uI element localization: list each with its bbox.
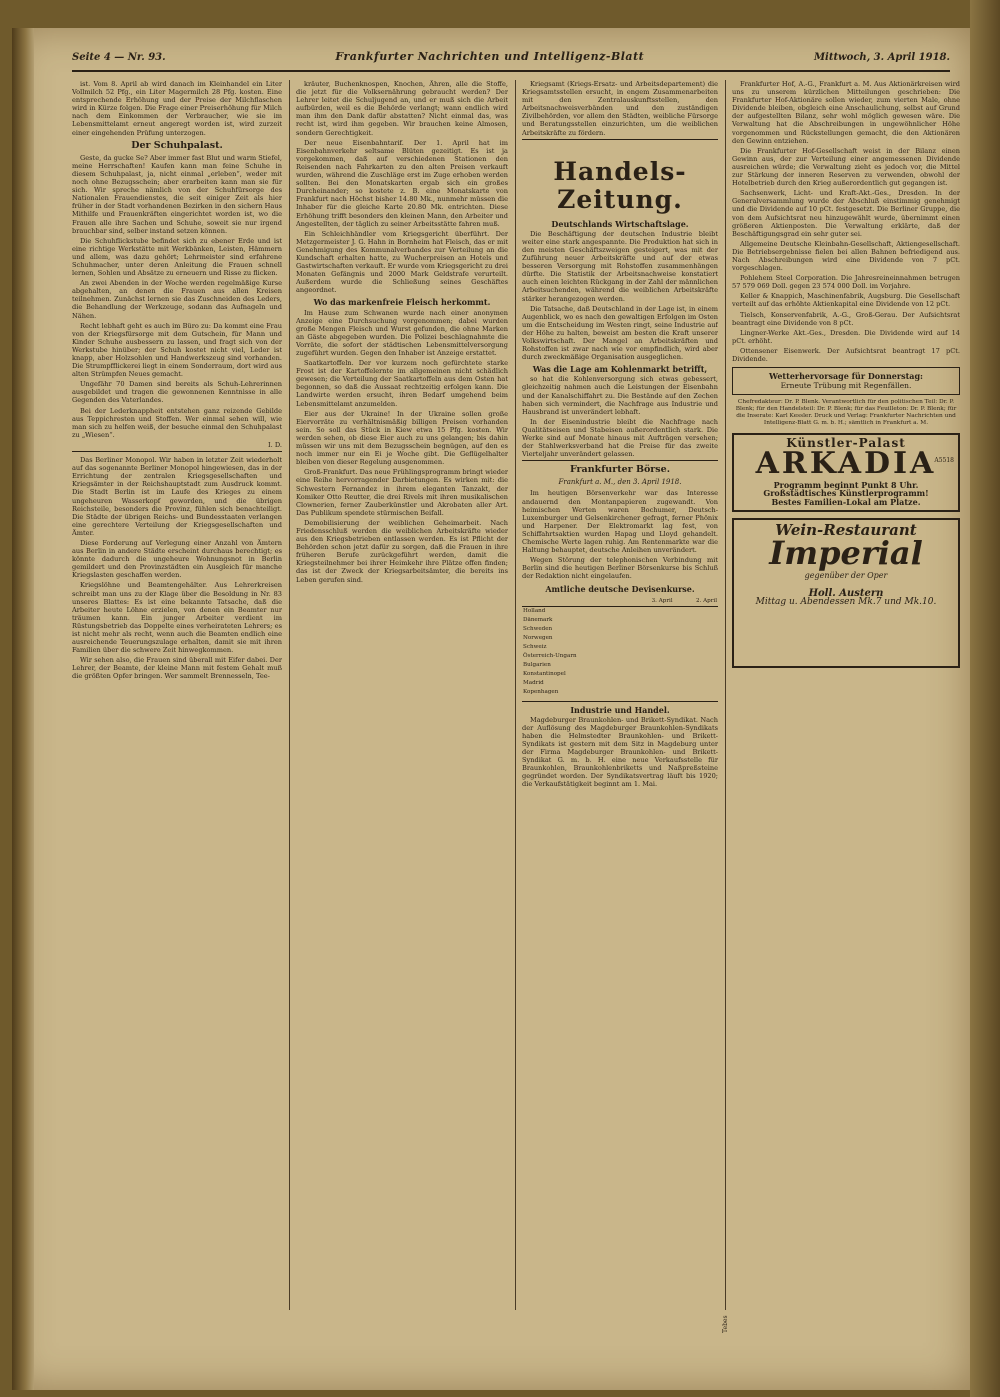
table-cell <box>629 670 673 679</box>
table-cell <box>629 606 673 616</box>
table-header-row <box>522 597 718 607</box>
article-text: Tielsch, Konservenfabrik, A.-G., Groß-Gerau. Der Aufsichtsrat beantragt eine Dividende von 8 pCt. <box>732 310 960 327</box>
article-text: Die Frankfurter Hof-Gesellschaft weist in der Bilanz einen Gewinn aus, der zur Verteilung einer angemessenen Dividende ausreichen würde; die Verwaltung zieht es jedoch vor, die Mittel zur Stärkung der inneren Reserven zu verwenden, obwohl der Hotelbetrieb durch den Krieg außerordentlich gut gegangen ist. <box>732 146 960 188</box>
column-1 <box>72 80 282 1310</box>
article-text: Im heutigen Börsenverkehr war das Interesse andauernd den Montanpapieren zugewandt. Von heimischen Werten waren Bochumer, Deutsch-Luxemburger und Gelsenkirchener gefragt, ferner Phönix und Harpener. Der Elektromarkt lag fest, von Schiffahrtsaktien wurden Hapag und Lloyd gehandelt. Chemische Werte lagen ruhig. Am Rentenmarkte war die Haltung behauptet, deutsche Anleihen unverändert. <box>522 489 718 555</box>
headline-devisenkurse: Amtliche deutsche Devisenkurse. <box>545 583 695 594</box>
column-4 <box>732 80 960 1370</box>
section-rule <box>72 451 282 452</box>
table-cell: Schweden <box>523 625 553 632</box>
column-rule <box>289 80 290 1310</box>
article-text: Magdeburger Braunkohlen- und Brikett-Syndikat. Nach der Auflösung des Magdeburger Braunkohlen-Syndikats haben die Helmstedter Braunkohlen- und Brikett-Syndikats ist gestern mit dem Sitz in Magdeburg unter der Firma Magdeburger Braunkohlen- und Brikett-Syndikat G. m. b. H. eine neue Verkaufsstelle für Braunkohlen, Braunkohlenbriketts und Naßpreßsteine gegründet worden. Der Syndikatsvertrag läuft bis 1920; die Verkaufstätigkeit beginnt am 1. Mai. <box>522 715 718 789</box>
head-rule <box>72 70 950 72</box>
ad-arkadia-line: Programm beginnt Punkt 8 Uhr. <box>773 480 919 491</box>
table-cell <box>674 643 718 652</box>
table-cell <box>674 634 718 643</box>
table-cell: Kopenhagen <box>523 688 559 695</box>
table-row <box>522 634 718 643</box>
adjacent-page-edge <box>970 0 1000 1397</box>
imprint: Chefredakteur: Dr. P. Blenk. Verantwortlich für den politischen Teil: Dr. P. Blenk; für den Handelsteil: Dr. P. Blenk; für das Feuilleton: Dr. P. Blenk; für die Inserate: Karl Kessler. Druck und Verlag: Frankfurter Nachrichten und Intelligenz-Blatt G. m. b. H.; sämtlich in Frankfurt a. M. <box>735 399 957 427</box>
ad-code: A5518 <box>934 457 954 465</box>
ad-arkadia-top: Künstler-Palast <box>786 436 906 451</box>
table-row <box>522 616 718 625</box>
weather-title: Wetterhervorsage für Donnerstag: <box>769 371 923 382</box>
table-header-cell: 3. April <box>629 597 673 607</box>
ad-arkadia-line: Großstädtisches Künstlerprogramm! <box>763 488 929 499</box>
running-head <box>72 50 950 70</box>
column-rule <box>515 80 516 1310</box>
section-rule <box>522 701 718 702</box>
table-header-cell <box>522 597 629 607</box>
article-text: Bei der Lederknappheit entstehen ganz reizende Gebilde aus Teppichresten und Stoffen. Wer einmal sehen will, wie man sich zu helfen weiß, der besuche einmal den Schuhpalast zu „Wiesen“. <box>72 406 282 439</box>
table-cell: Konstantinopel <box>523 670 566 677</box>
page-number: Seite 4 — Nr. 93. <box>72 52 166 63</box>
table-cell: Holland <box>523 607 546 614</box>
table-cell <box>674 679 718 688</box>
article-text: Der neue Eisenbahntarif. Der 1. April hat im Eisenbahnverkehr seltsame Blüten gezeitigt. Es ist ja vorgekommen, daß auf verschiedenen Stationen den Reisenden nach Fahrkarten zu den alten Preisen verkauft wurden, während die Zuschläge erst im Zuge erhoben werden sollten. Bei den Monatskarten ergab sich ein großes Durcheinander; so kostete z. B. eine Monatskarte von Frankfurt nach Höchst bisher 14.80 Mk., nunmehr müssen die Inhaber für die gleiche Karte 20.80 Mk. entrichten. Diese Erhöhung trifft besonders den kleinen Mann, den Arbeiter und Angestellten, der täglich zu seiner Arbeitsstätte fahren muß. <box>296 138 508 228</box>
table-cell <box>629 643 673 652</box>
article-text: Keller & Knappich, Maschinenfabrik, Augsburg. Die Gesellschaft verteilt auf das erhöhte Aktienkapital eine Dividende von 12 pCt. <box>732 292 960 309</box>
article-text: Diese Forderung auf Verlegung einer Anzahl von Ämtern aus Berlin in andere Städte erscheint durchaus berechtigt; es könnte dadurch die ungeheure Wohnungsnot in Berlin gemildert und den Provinzstädten ein Ausgleich für manche Kriegslasten geschaffen werden. <box>72 538 282 580</box>
ad-imperial-location: gegenüber der Oper <box>804 570 888 580</box>
table-cell: Dänemark <box>523 616 553 623</box>
headline-schuhpalast: Der Schuhpalast. <box>131 139 223 151</box>
table-cell <box>674 606 718 616</box>
ad-arkadia-name: ARKADIA <box>755 446 937 482</box>
newspaper-title: Frankfurter Nachrichten und Intelligenz-Blatt <box>335 50 645 63</box>
table-cell <box>629 625 673 634</box>
table-cell: Österreich-Ungarn <box>523 652 577 659</box>
table-cell <box>629 634 673 643</box>
article-text: Die Schuhflickstube befindet sich zu ebener Erde und ist eine richtige Werkstätte mit Werkbänken, Leisten, Hämmern und allem, was dazu gehört; Lehrmeister sind erfahrene Schuhmacher, unter deren Anleitung die Frauen schnell lernen, Sohlen und Absätze zu erneuern und Risse zu flicken. <box>72 236 282 278</box>
article-text: Geste, da gucke Se? Aber immer fast Blut und warm Stiefel, meine Herrschaften! Kaufen kann man feine Schuhe in diesem Schuhpalast, ja, nicht einmal „erleben“, weder mit noch ohne Bezugsschein; aber erarbeiten kann man sie für sich. Wir spreche nämlich von der Schuhfürsorge des Nationalen Frauendienstes, die seit einiger Zeit als hier früher in der Stadt vorhandenen Bezirken in den sichern Haus Mithilfe und Frauenkräften eingerichtet worden ist, wo die Frauen alle ihre Sachen und Schuhe, soweit sie nur irgend brauchbar sind, selber instand setzen können. <box>72 153 282 235</box>
article-text: Die Tatsache, daß Deutschland in der Lage ist, in einem Augenblick, wo es nach den gewaltigen Erfolgen im Osten um die Entscheidung im Westen ringt, seine Industrie auf der Höhe zu halten, beweist am besten die Kraft unserer Volkswirtschaft. Der Mangel an Arbeitskräften und Rohstoffen ist zwar nach wie vor empfindlich, wird aber durch zweckmäßige Organisation ausgeglichen. <box>522 304 718 362</box>
article-text: Das Berliner Monopol. Wir haben in letzter Zeit wiederholt auf das sogenannte Berliner Monopol hingewiesen, das in der Errichtung der zentralen Kriegsgesellschaften und Kriegsämter in der Reichshauptstadt zum Ausdruck kommt. Die Stadt Berlin ist im Laufe des Krieges zu einem ungeheuren Wasserkopf geworden, und die übrigen Reichsteile, besonders die Provinz, fühlen sich benachteiligt. Die Städte der übrigen Reichs- und Bundesstaaten verlangen eine gerechtere Verteilung der Kriegsgesellschaften und Ämter. <box>72 456 282 537</box>
table-cell <box>629 688 673 697</box>
headline-boerse: Frankfurter Börse. <box>569 464 671 476</box>
article-text: Ungefähr 70 Damen sind bereits als Schuh-Lehrerinnen ausgebildet und tragen die gewonnenen Kenntnisse in alle Gegenden des Vaterlandes. <box>72 380 282 405</box>
article-text: ist. Vom 8. April ab wird danach im Kleinhandel ein Liter Vollmilch 52 Pfg., ein Liter Magermilch 28 Pfg. kosten. Eine entsprechende Erhöhung und der Preise der Milchflaschen wird in Kürze folgen. Die Frage einer Preiserhöhung für Milch nach dem Einkommen der Verbraucher, wie sie im Lebensmittelamt erneut angeregt worden ist, wird zurzeit einer eingehenden Prüfung unterzogen. <box>72 80 282 137</box>
table-cell: Bulgarien <box>523 661 551 668</box>
section-rule <box>522 139 718 140</box>
table-row <box>522 661 718 670</box>
ad-imperial-line: Holl. Austern <box>808 587 884 599</box>
article-text: Ottensener Eisenwerk. Der Aufsichtsrat beantragt 17 pCt. Dividende. <box>732 346 960 363</box>
article-text: Kriegsamt (Kriegs-Ersatz- und Arbeitsdepartement) die Kriegsamtsstellen ersucht, in engem Zusammenarbeiten mit den Zentralauskunftsstellen, den Arbeitsnachweisverbänden und den zuständigen Zivilbehörden, vor allem den Städten, weibliche Fürsorge und Beratungsstellen einzurichten, um die weiblichen Arbeitskräfte zu fördern. <box>522 80 718 137</box>
article-text: Ein Schleichhändler vom Kriegsgericht überführt. Der Metzgermeister J. G. Hahn in Bornheim hat Fleisch, das er mit Genehmigung des Kommunalverbandes zur Verteilung an die Kundschaft erhalten hatte, zu Wucherpreisen an Hotels und Gastwirtschaften verkauft. Er wurde vom Kriegsgericht zu drei Monaten Gefängnis und 2000 Mark Geldstrafe verurteilt. Außerdem wurde die Schließung seines Geschäftes angeordnet. <box>296 229 508 295</box>
headline-industrie: Industrie und Handel. <box>570 704 670 715</box>
table-header-cell: 2. April <box>674 597 718 607</box>
article-text: Im Hause zum Schwanen wurde nach einer anonymen Anzeige eine Durchsuchung vorgenommen; dabei wurden große Mengen Fleisch und Wurst gefunden, die ohne Marken an Gäste abgegeben wurden. Die Polizei beschlagnahmte die Vorräte, die sofort der städtischen Lebensmittelversorgung zugeführt wurden. Gegen den Inhaber ist Anzeige erstattet. <box>296 308 508 357</box>
table-cell <box>674 661 718 670</box>
section-masthead: Handels-Zeitung. <box>553 156 687 214</box>
issue-date: Mittwoch, 3. April 1918. <box>813 52 950 63</box>
table-cell <box>629 652 673 661</box>
table-cell <box>674 625 718 634</box>
table-cell <box>674 616 718 625</box>
section-rule <box>522 460 718 461</box>
table-cell <box>674 670 718 679</box>
article-text: Eier aus der Ukraine! In der Ukraine sollen große Eiervorräte zu verhältnismäßig billigen Preisen vorhanden sein. So soll das Stück in Kiew etwa 15 Pfg. kosten. Wir werden sehen, ob diese Eier auch zu uns gelangen; bis dahin müssen wir uns mit dem Bezugsschein begnügen, auf den es noch immer nur ein Ei je Woche gibt. Die Geflügelhalter bleiben von dieser Regelung ausgenommen. <box>296 409 508 467</box>
column-2 <box>296 80 508 1310</box>
table-cell: Schweiz <box>523 643 547 650</box>
headline-kohlenmarkt: Was die Lage am Kohlenmarkt betrifft, <box>532 364 708 375</box>
article-text: Saatkartoffeln. Der vor kurzem noch gefürchtete starke Frost ist der Kartoffelernte im allgemeinen nicht schädlich gewesen; die Verteilung der Saatkartoffeln aus dem Osten hat begonnen, so daß die Aussaat rechtzeitig erfolgen kann. Die Landwirte werden ersucht, ihren Bedarf umgehend beim Lebensmittelamt anzumelden. <box>296 359 508 408</box>
article-text: An zwei Abenden in der Woche werden regelmäßige Kurse abgehalten, an denen die Frauen aus allen Kreisen teilnehmen. Zunächst lernen sie das Zuschneiden des Leders, die Behandlung der Werkzeuge, sodann das Aufnageln und Nähen. <box>72 279 282 320</box>
article-text: Kriegslöhne und Beamtengehälter. Aus Lehrerkreisen schreibt man uns zu der Klage über die Besoldung in Nr. 83 unseres Blattes: Es ist eine bekannte Tatsache, daß die Arbeiter heute Löhne erzielen, von denen ein Beamter nur träumen kann. Ein junger Arbeiter verdient im Rüstungsbetrieb das Doppelte eines verheirateten Lehrers; es ist nicht mehr als recht, wenn auch die Beamten endlich eine ausreichende Teuerungszulage erhalten, damit sie mit ihren Familien über die schwere Zeit hinwegkommen. <box>72 581 282 655</box>
ad-arkadia <box>732 433 960 511</box>
article-text: In der Eisenindustrie bleibt die Nachfrage nach Qualitätseisen und Stabeisen außerordentlich stark. Die Werke sind auf Monate hinaus mit Aufträgen versehen; der Stahlwerksverband hat die Preise für das zweite Vierteljahr unverändert gelassen. <box>522 417 718 459</box>
headline-fleisch: Wo das markenfreie Fleisch herkommt. <box>313 297 491 308</box>
newspaper-page <box>12 28 970 1390</box>
table-cell <box>674 652 718 661</box>
table-row <box>522 679 718 688</box>
table-row <box>522 606 718 616</box>
weather-forecast-box <box>732 367 960 395</box>
article-text: kräuter, Buchenknospen, Knochen, Ähren, alle die Stoffe, die jetzt für die Volksernährung gebraucht werden? Der Lehrer leitet die Schuljugend an, und er muß sich die Arbeit aufbürden, weil es die Behörde verlangt; wann endlich wird man ihm den Dank dafür abstatten? Nicht einmal das, was recht ist, wird ihm gegeben. Wir brauchen keine Almosen, sondern Gerechtigkeit. <box>296 80 508 137</box>
article-text: Sachsenwerk, Licht- und Kraft-Akt.-Ges., Dresden. In der Generalversammlung wurde der Abschluß einstimmig genehmigt und die Dividende auf 10 pCt. festgesetzt. Die Berliner Gruppe, die von dem Aufsichtsrat neu hinzugewählt wurde, übernimmt einen größeren Aktienposten. Die Verwaltung erklärte, daß der Beschäftigungsgrad ein sehr guter sei. <box>732 189 960 238</box>
article-text: so hat die Kohlenversorgung sich etwas gebessert, gleichzeitig nahmen auch die Leistungen der Eisenbahn und der Kanalschiffahrt zu. Die Bestände auf den Zechen haben sich vermindert, die Nachfrage aus Industrie und Hausbrand ist unverändert lebhaft. <box>522 375 718 416</box>
exchange-rate-table <box>522 597 718 697</box>
table-row <box>522 625 718 634</box>
table-cell <box>629 661 673 670</box>
boerse-dateline: Frankfurt a. M., den 3. April 1918. <box>558 478 682 487</box>
table-cell <box>629 616 673 625</box>
ad-imperial-line: Mittag u. Abendessen Mk.7 und Mk.10. <box>755 596 937 607</box>
table-cell <box>674 688 718 697</box>
article-text: Allgemeine Deutsche Kleinbahn-Gesellschaft, Aktiengesellschaft. Die Betriebsergebnisse fielen bei allen Bahnen befriedigend aus. Nach Abschreibungen wird eine Dividende von 7 pCt. vorgeschlagen. <box>732 239 960 273</box>
author-signature: I. D. <box>268 440 282 449</box>
article-text: Wegen Störung der telephonischen Verbindung mit Berlin sind die heutigen Berliner Börsenkurse bis Schluß der Redaktion nicht eingelaufen. <box>522 556 718 581</box>
article-text: Wir sehen also, die Frauen sind überall mit Eifer dabei. Der Lehrer, der Beamte, der kleine Mann mit festem Gehalt muß die größten Opfer bringen. Wer sammelt Brennesseln, Tee- <box>72 656 282 681</box>
article-text: Die Beschäftigung der deutschen Industrie bleibt weiter eine stark angespannte. Die Produktion hat sich in den meisten Geschäftszweigen gesteigert, was mit der Zuführung neuer Arbeitskräfte und auf der etwas besseren Versorgung mit Rohstoffen zusammenhängen dürfte. Die Statistik der Arbeitsnachweise konstatiert auch einen leichten Rückgang in der Zahl der männlichen Arbeitsuchenden, während die weiblichen Arbeitskräfte stärker herangezogen werden. <box>522 229 718 303</box>
margin-stamp: Tebes <box>722 1315 729 1333</box>
weather-text: Erneute Trübung mit Regenfällen. <box>780 381 912 391</box>
ad-imperial <box>732 518 960 668</box>
table-row <box>522 652 718 661</box>
binding-fold <box>12 28 34 1390</box>
table-cell <box>629 679 673 688</box>
column-rule <box>725 80 726 1310</box>
article-text: Groß-Frankfurt. Das neue Frühlingsprogramm bringt wieder eine Reihe hervorragender Darbietungen. Es wirken mit: die Schwestern Fernandez in ihrem eleganten Tanzakt, der Komiker Otto Reutter, die drei Rivels mit ihren musikalischen Clownerien, ferner Zauberkünstler und Akrobaten aller Art. Das Publikum spendete stürmischen Beifall. <box>296 468 508 517</box>
article-text: Frankfurter Hof, A.-G., Frankfurt a. M. Aus Aktionärkreisen wird uns zu unserem kürzlichen Mitteilungen geschrieben: Die Frankfurter Hof-Aktionäre sollen wieder, zum vierten Male, ohne Dividende bleiben, obgleich eine Anschaulichung, selbst auf Grund der aufgestellten Bilanz, sehr wohl möglich gewesen wäre. Die Verwaltung hat die Abschreibungen in ungewöhnlicher Höhe vorgenommen und Rückstellungen gemacht, die den Aktionären den Gewinn entziehen. <box>732 80 960 145</box>
article-text: Pohlehem Steel Corporation. Die Jahresreineinnahmen betrugen 57 579 069 Doll. gegen 23 574 000 Doll. im Vorjahre. <box>732 274 960 291</box>
column-3 <box>522 80 718 1310</box>
article-text: Lingner-Werke Akt.-Ges., Dresden. Die Dividende wird auf 14 pCt. erhöht. <box>732 328 960 345</box>
ad-imperial-name: Imperial <box>769 533 923 572</box>
table-cell: Madrid <box>523 679 544 686</box>
ad-imperial-kicker: Wein-Restaurant <box>775 520 917 539</box>
table-row <box>522 688 718 697</box>
table-row <box>522 670 718 679</box>
article-text: Demobilisierung der weiblichen Geheimarbeit. Nach Friedensschluß werden die weiblichen Arbeitskräfte wieder aus den Kriegsbetrieben entlassen werden. Es ist Pflicht der Behörden schon jetzt dafür zu sorgen, daß die Frauen in ihre früheren Berufe zurückgeführt werden, damit die Kriegsteilnehmer bei ihrer Heimkehr ihre Plätze offen finden; das ist der Zweck der Kriegsarbeitsämter, die bereits ins Leben gerufen sind. <box>296 518 508 584</box>
ad-arkadia-line: Bestes Familien-Lokal am Platze. <box>771 496 921 507</box>
headline-wirtschaftslage: Deutschlands Wirtschaftslage. <box>551 218 689 229</box>
article-text: Recht lebhaft geht es auch im Büro zu: Da kommt eine Frau von der Kriegsfürsorge mit dem Gutschein, für Mann und Kinder Schuhe ausbessern zu lassen, und fragt sich von der Werkstube hinüber; der Schuh kostet nicht viel, Leder ist knapp, aber Holzsohlen und Handwerkszeug sind vorhanden. Die Strumpfflickerei liegt in einem Sonderraum, dort wird aus alten Strümpfen Neues gemacht. <box>72 321 282 379</box>
table-cell: Norwegen <box>523 634 553 641</box>
table-row <box>522 643 718 652</box>
